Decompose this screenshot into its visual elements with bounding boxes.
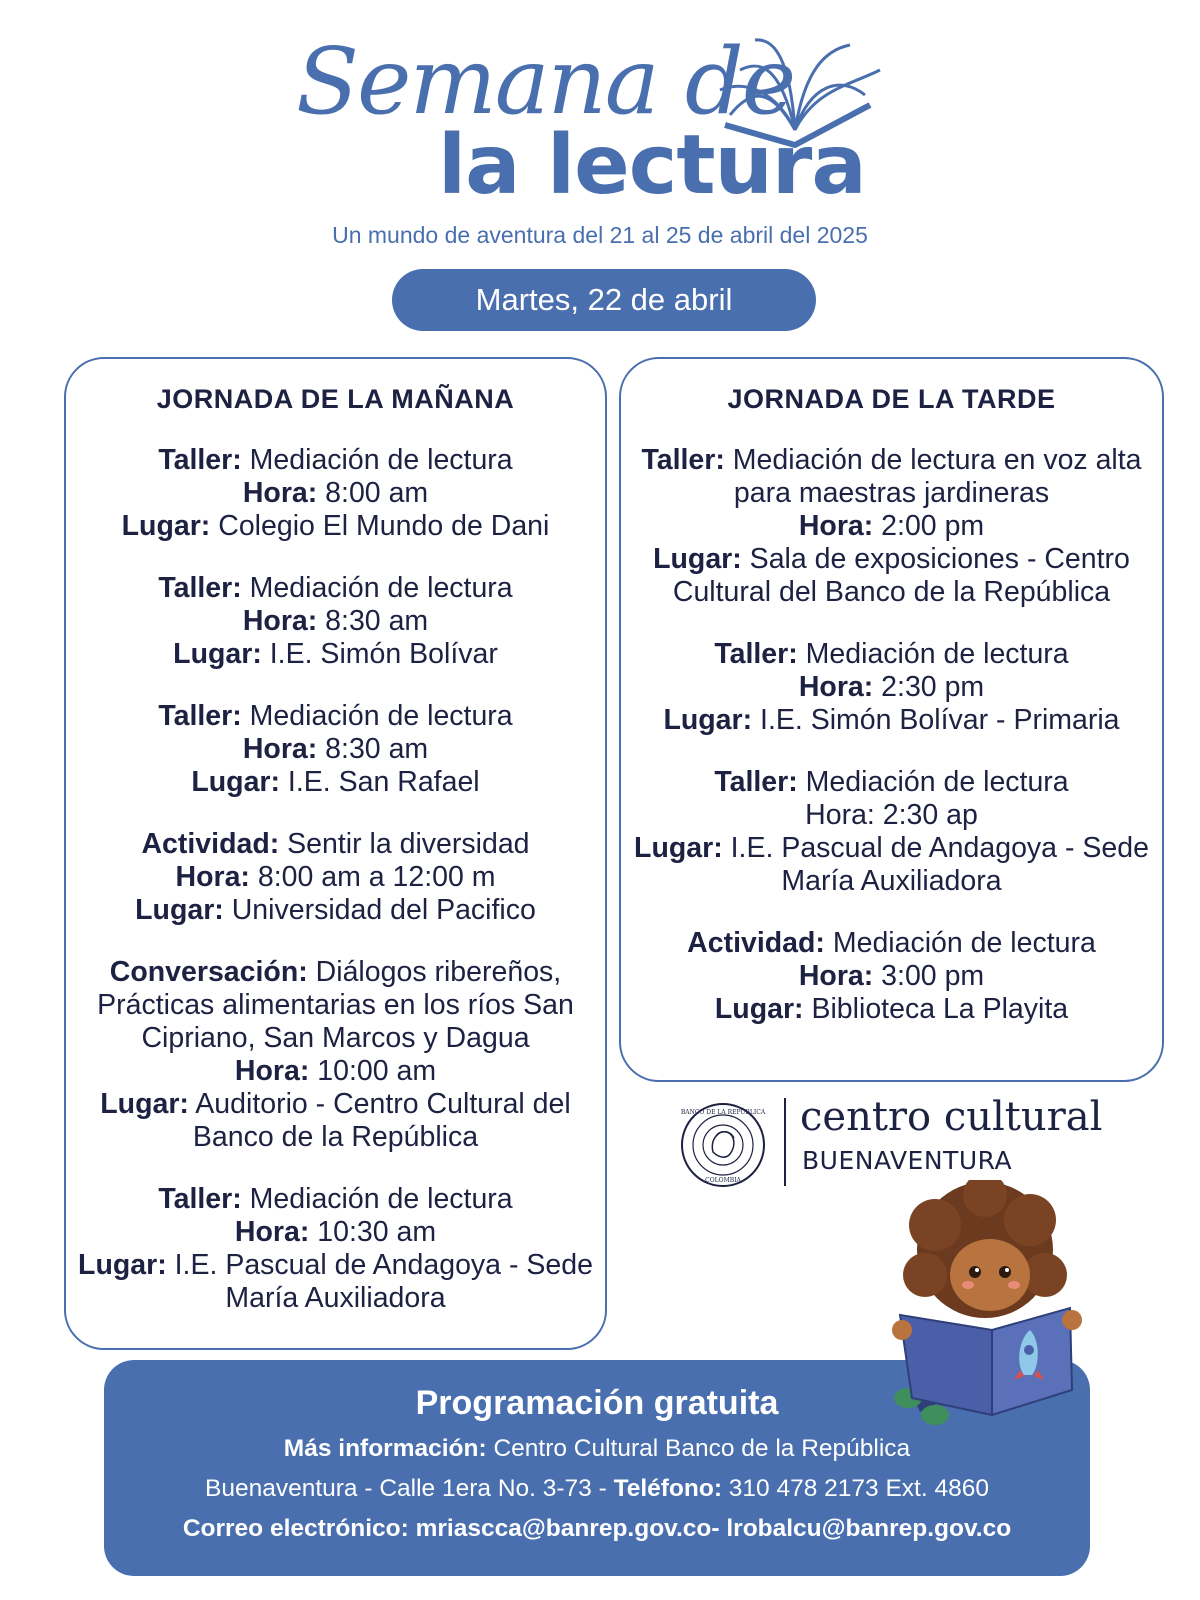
event-subtitle: Un mundo de aventura del 21 al 25 de abril del 2025: [332, 222, 868, 248]
event-text: Mediación de lectura: [241, 444, 513, 476]
event-entry: [629, 638, 1154, 737]
morning-heading: JORNADA DE LA MAÑANA: [156, 384, 515, 414]
event-line: [74, 1055, 597, 1088]
event-label: Lugar:: [714, 993, 804, 1025]
event-text: Colegio El Mundo de Dani: [210, 510, 550, 542]
event-line: [74, 956, 597, 1055]
logo-sub-text: BUENAVENTURA: [802, 1146, 1013, 1175]
event-entry: [629, 927, 1154, 1026]
address-text: Buenaventura - Calle 1era No. 3-73 -: [205, 1475, 614, 1502]
event-line: [629, 543, 1154, 609]
event-line: [629, 799, 1154, 832]
logo-divider: [784, 1098, 786, 1186]
afternoon-schedule: [619, 357, 1164, 1082]
event-text: 2:00 pm: [873, 510, 985, 542]
event-line: [74, 1183, 597, 1216]
event-text: 8:00 am a 12:00 m: [249, 861, 496, 893]
logo-main-text: centro cultural: [800, 1094, 1103, 1140]
event-text: Diálogos ribereños, Prácticas alimentarias en los ríos San Cipriano, San Marcos y Dagua: [97, 956, 574, 1054]
event-line: [74, 894, 597, 927]
event-text: Sala de exposiciones - Centro Cultural del Banco de la República: [672, 543, 1130, 608]
event-text: Mediación de lectura: [797, 638, 1069, 670]
event-label: Taller:: [158, 572, 242, 604]
seal-text-top: BANCO DE LA REPÚBLICA: [680, 1109, 766, 1116]
event-text: 8:00 am: [317, 477, 429, 509]
event-text: Mediación de lectura: [241, 1183, 513, 1215]
event-label: Actividad:: [141, 828, 280, 860]
event-label: Lugar:: [135, 894, 224, 926]
event-line: [74, 1088, 597, 1154]
event-entry: [74, 828, 597, 927]
banco-seal-logo: [680, 1102, 766, 1188]
morning-schedule: [64, 357, 607, 1350]
event-line: [74, 572, 597, 605]
event-label: Taller:: [158, 700, 242, 732]
event-label: Taller:: [641, 444, 725, 476]
event-label: Hora:: [234, 1216, 310, 1248]
info-label: Más información:: [283, 1435, 487, 1462]
banner-address-line: [104, 1475, 1090, 1503]
event-entry: [74, 572, 597, 671]
event-text: Mediación de lectura: [241, 700, 513, 732]
event-line: [629, 927, 1154, 960]
event-text: Mediación de lectura: [824, 927, 1096, 959]
event-label: Taller:: [714, 766, 798, 798]
event-label: Hora:: [175, 861, 250, 893]
title-line-2: la lectura: [438, 118, 866, 213]
event-label: Hora:: [242, 733, 318, 765]
event-line: [629, 510, 1154, 543]
banner-info-line: [104, 1435, 1090, 1463]
event-label: Lugar:: [634, 832, 723, 864]
event-label: Lugar:: [173, 638, 262, 670]
event-line: [629, 444, 1154, 510]
event-entry: [629, 444, 1154, 609]
event-label: Hora:: [798, 510, 874, 542]
event-label: Hora:: [242, 477, 318, 509]
event-label: Hora:: [234, 1055, 310, 1087]
event-label: Hora:: [798, 960, 874, 992]
event-line: [74, 828, 597, 861]
event-entry: [629, 766, 1154, 898]
event-text: 10:30 am: [309, 1216, 437, 1248]
event-label: Hora:: [798, 671, 874, 703]
event-text: Mediación de lectura: [797, 766, 1069, 798]
event-text: Sentir la diversidad: [279, 828, 530, 860]
seal-text-bottom: COLOMBIA: [705, 1177, 741, 1184]
event-text: I.E. Pascual de Andagoya - Sede María Auxiliadora: [722, 832, 1149, 897]
girl-reading-illustration: [880, 1180, 1100, 1430]
afternoon-events: [621, 444, 1162, 1026]
event-line: [74, 766, 597, 799]
event-line: [74, 444, 597, 477]
event-text: I.E. Simón Bolívar: [261, 638, 498, 670]
event-line: [629, 704, 1154, 737]
date-badge: Martes, 22 de abril: [392, 269, 816, 331]
event-line: [629, 832, 1154, 898]
event-text: Mediación de lectura en voz alta para maestras jardineras: [724, 444, 1142, 509]
event-text: Mediación de lectura: [241, 572, 513, 604]
event-line: [74, 700, 597, 733]
event-label: Lugar:: [100, 1088, 189, 1120]
event-label: Lugar:: [121, 510, 211, 542]
event-line: [74, 1249, 597, 1315]
afternoon-heading: JORNADA DE LA TARDE: [727, 384, 1056, 414]
event-line: [74, 638, 597, 671]
event-text: 8:30 am: [317, 733, 429, 765]
event-label: Lugar:: [191, 766, 281, 798]
morning-events: [66, 444, 605, 1315]
event-line: [74, 510, 597, 543]
event-line: [629, 766, 1154, 799]
event-line: [629, 638, 1154, 671]
banner-title: Programación gratuita: [415, 1384, 779, 1422]
event-line: [629, 993, 1154, 1026]
event-text: 3:00 pm: [873, 960, 985, 992]
event-text: I.E. Simón Bolívar - Primaria: [752, 704, 1120, 736]
event-text: 2:30 pm: [873, 671, 985, 703]
event-label: Taller:: [158, 444, 242, 476]
event-text: 10:00 am: [309, 1055, 437, 1087]
event-label: Lugar:: [663, 704, 753, 736]
event-label: Hora:: [242, 605, 318, 637]
event-line: [629, 960, 1154, 993]
event-text: I.E. San Rafael: [280, 766, 480, 798]
event-text: I.E. Pascual de Andagoya - Sede María Auxiliadora: [166, 1249, 593, 1314]
event-line: [629, 671, 1154, 704]
event-text: 8:30 am: [317, 605, 429, 637]
phone-value: 310 478 2173 Ext. 4860: [721, 1475, 989, 1502]
event-text: Universidad del Pacifico: [223, 894, 536, 926]
event-line: [74, 1216, 597, 1249]
event-text: Auditorio - Centro Cultural del Banco de la República: [188, 1088, 571, 1153]
event-label: Lugar:: [78, 1249, 167, 1281]
banner-email-line: Correo electrónico: mriascca@banrep.gov.co- lrobalcu@banrep.gov.co: [182, 1515, 1012, 1542]
info-text: Centro Cultural Banco de la República: [486, 1435, 911, 1462]
event-label: Lugar:: [653, 543, 742, 575]
event-label: Taller:: [714, 638, 798, 670]
event-line: [74, 861, 597, 894]
event-line: [74, 477, 597, 510]
phone-label: Teléfono:: [613, 1475, 722, 1502]
event-line: [74, 733, 597, 766]
event-text: Biblioteca La Playita: [803, 993, 1069, 1025]
event-line: [74, 605, 597, 638]
event-text: Hora: 2:30 ap: [805, 799, 978, 831]
event-entry: [74, 956, 597, 1154]
event-label: Conversación:: [109, 956, 308, 988]
event-label: Actividad:: [687, 927, 825, 959]
event-entry: [74, 1183, 597, 1315]
title-line-1: Semana de: [296, 28, 795, 135]
event-label: Taller:: [158, 1183, 242, 1215]
event-entry: [74, 444, 597, 543]
event-entry: [74, 700, 597, 799]
